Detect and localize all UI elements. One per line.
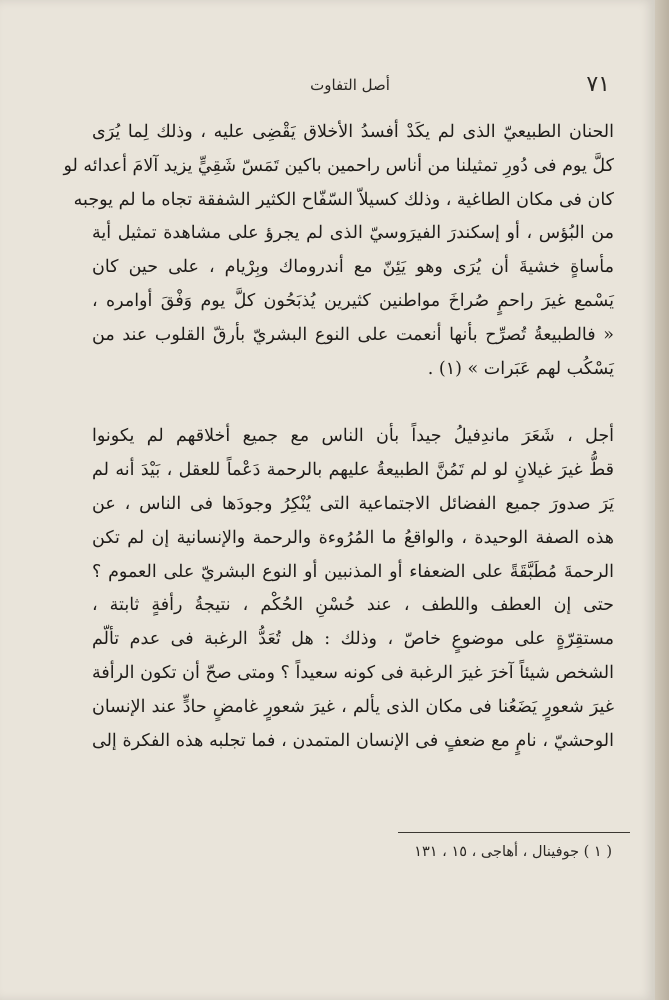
text-line: مأساةٍ خشيةَ أن يُرَى وهو يَئِنّ مع أندروماك وبِرْيام ، على حين كان (92, 257, 614, 278)
text-line: هذه الصفة الوحيدة ، والواقعُ ما المُرُوءة والرحمة والإنسانية إن لم تكن (92, 527, 614, 548)
text-line: يَسْمع غيرَ راحمٍ صُراخَ مواطنين كثيرين يُذبَحُون كلَّ يوم وَفْقَ أوامره ، (92, 290, 614, 311)
text-line: الشخص شيئاً آخرَ غيرَ الرغبة فى كونه سعيداً ؟ ومتى صحّ أن تكون الرأفة (92, 662, 614, 683)
footnote: ( ١ ) جوفينال ، أهاجى ، ١٥ ، ١٣١ (414, 844, 612, 860)
text-line: من البُؤس ، أو إسكندرَ الفيرَوسيّ الذى لم يجرؤ على مشاهدة تمثيل أية (92, 223, 614, 244)
text-line: الرحمةَ مُطَبَّقَةً على الضعفاء أو المذنبين أو النوع البشريّ على العموم ؟ (92, 561, 614, 582)
text-line: مستقِرّةٍ على موضوعٍ خاصّ ، وذلك : هل تُعَدُّ الرغبة فى عدم تألّم (92, 629, 614, 650)
text-line: الوحشيّ ، نامٍ مع ضعفٍ فى الإنسان المتمدن ، فما تجلبه هذه الفكرة إلى (92, 730, 614, 751)
page-header (90, 72, 610, 102)
text-line: كان فى مكان الطاغية ، وذلك كسيلاّ السّفّاح الكثير الشفقة تجاه ما لم يوجبه (73, 189, 614, 210)
text-line: حتى إن العطف واللطف ، عند حُسْنِ الحُكْم ، نتيجةُ رأفةٍ ثابتة ، (92, 595, 614, 616)
text-line: كلَّ يوم فى دُورِ تمثيلنا من أناس راحمين باكين تَمَسّ شَقِيٍّ يزيد آلامَ أعدائه لو (63, 155, 614, 176)
footnote-divider (398, 832, 630, 833)
text-line: أجل ، شَعَرَ ماندِفيلُ جيداً بأن الناس مع جميع أخلاقهم لم يكونوا (92, 426, 614, 447)
paragraph-1 (63, 116, 614, 386)
text-line: يَرَ صدورَ جميع الفضائل الاجتماعية التى يُنْكِرُ وجودَها فى الناس ، عن (92, 493, 614, 514)
paragraph-2 (92, 420, 614, 758)
text-line: « فالطبيعةُ تُصرِّح بأنها أنعمت على النوع البشريّ بأرقّ القلوب عند من (92, 324, 614, 345)
page-number: ٧١ (586, 72, 610, 97)
running-title: أصل التفاوت (310, 76, 390, 94)
text-line: يَسْكُب لهم عَبَرات » (١) . (427, 358, 614, 379)
page-edge (655, 0, 669, 1000)
page-body (63, 116, 614, 758)
text-line: قطُّ غيرَ غيلانٍ لو لم تَمُنَّ الطبيعةُ عليهم بالرحمة دَعْماً للعقل ، بَيْدَ أنه لم (92, 460, 614, 481)
text-line: الحنان الطبيعيّ الذى لم يكَدْ أفسدُ الأخلاق يَقْضِى عليه ، وذلك لِما يُرَى (92, 122, 614, 142)
text-line: غيرَ شعورٍ يَضَعُنا فى مكان الذى يألم ، غيرَ شعورٍ غامضٍ حادٍّ عند الإنسان (92, 696, 614, 717)
